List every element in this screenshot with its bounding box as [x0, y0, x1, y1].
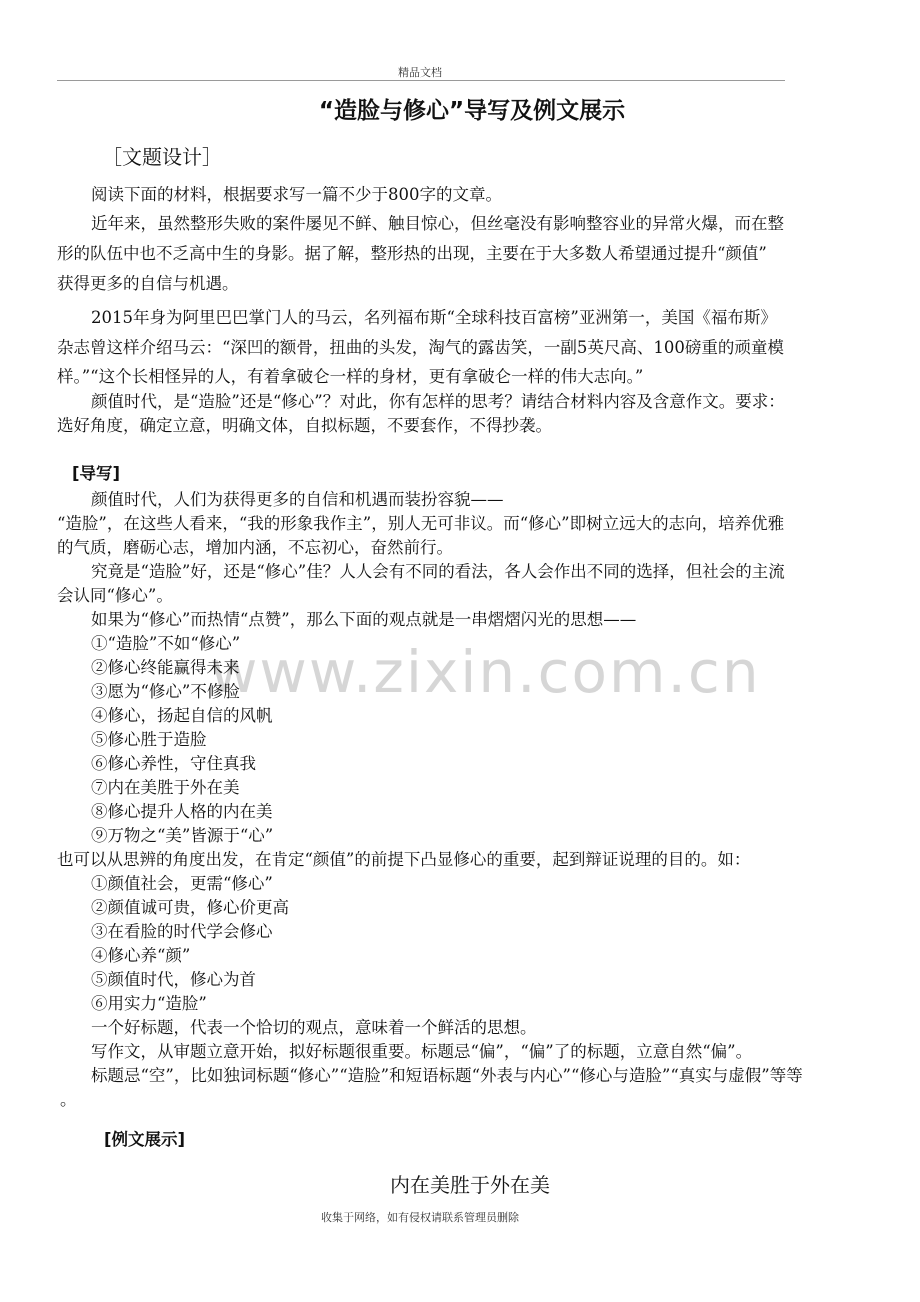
list-item: ⑧修心提升人格的内在美 — [91, 802, 273, 821]
paragraph-line: 2015年身为阿里巴巴掌门人的马云，名列福布斯“全球科技百富榜”亚洲第一，美国《福布斯》 — [91, 308, 777, 327]
paragraph-line: 杂志曾这样介绍马云：“深凹的额骨，扭曲的头发，淘气的露齿笑，一副5英尺高、100磅重的顽童模 — [57, 338, 784, 357]
paragraph-line: 写作文，从审题立意开始，拟好标题很重要。标题忌“偏”，“偏”了的标题，立意自然“偏”。 — [91, 1042, 753, 1061]
list-item: ⑤修心胜于造脸 — [91, 730, 207, 749]
list-item: ⑤颜值时代，修心为首 — [91, 970, 256, 989]
paragraph-line: 。 — [60, 1090, 77, 1109]
paragraph-line: 一个好标题，代表一个恰切的观点，意味着一个鲜活的思想。 — [91, 1018, 537, 1037]
section-heading-example: [例文展示] — [104, 1130, 186, 1149]
paragraph-line: 选好角度，确定立意，明确文体，自拟标题，不要套作，不得抄袭。 — [57, 416, 552, 435]
list-item: ②颜值诚可贵，修心价更高 — [91, 898, 289, 917]
paragraph-line: 阅读下面的材料，根据要求写一篇不少于800字的文章。 — [91, 185, 502, 204]
paragraph-line: 如果为“修心”而热情“点赞”，那么下面的观点就是一串熠熠闪光的思想—— — [91, 610, 637, 629]
list-item: ①“造脸”不如“修心” — [91, 634, 241, 653]
section-heading-guide: [导写] — [72, 464, 121, 483]
section-heading-design: ［文题设计］ — [102, 145, 222, 169]
paragraph-line: 形的队伍中也不乏高中生的身影。据了解，整形热的出现，主要在于大多数人希望通过提升“颜值” — [57, 244, 767, 263]
list-item: ①颜值社会，更需“修心” — [91, 874, 273, 893]
page-footer: 收集于网络，如有侵权请联系管理员删除 — [321, 1211, 519, 1224]
paragraph-line: 样。”“这个长相怪异的人，有着拿破仑一样的身材，更有拿破仑一样的伟大志向。” — [57, 367, 644, 386]
paragraph-line: 究竟是“造脸”好，还是“修心”佳？人人会有不同的看法，各人会作出不同的选择，但社会的主流 — [91, 562, 785, 581]
header-rule — [57, 80, 785, 81]
list-item: ⑦内在美胜于外在美 — [91, 778, 240, 797]
list-item: ③在看脸的时代学会修心 — [91, 922, 273, 941]
paragraph-line: 颜值时代，人们为获得更多的自信和机遇而装扮容貌—— — [91, 490, 504, 509]
list-item: ②修心终能赢得未来 — [91, 658, 240, 677]
paragraph-line: 也可以从思辨的角度出发，在肯定“颜值”的前提下凸显修心的重要，起到辩证说理的目的。如： — [57, 850, 751, 869]
paragraph-line: “造脸”，在这些人看来，“我的形象我作主”，别人无可非议。而“修心”即树立远大的志向，培养优雅 — [57, 514, 785, 533]
paragraph-line: 获得更多的自信与机遇。 — [57, 274, 239, 293]
page-title: “造脸与修心”导写及例文展示 — [318, 98, 626, 124]
list-item: ⑨万物之“美”皆源于“心” — [91, 826, 274, 845]
paragraph-line: 近年来，虽然整形失败的案件屡见不鲜、触目惊心，但丝毫没有影响整容业的异常火爆，而在整 — [91, 214, 784, 233]
page-header: 精品文档 — [398, 66, 442, 79]
essay-title: 内在美胜于外在美 — [390, 1173, 550, 1197]
paragraph-line: 的气质，磨砺心志，增加内涵，不忘初心，奋然前行。 — [57, 538, 453, 557]
paragraph-line: 标题忌“空”，比如独词标题“修心”“造脸”和短语标题“外表与内心”“修心与造脸”“真实与虚假”等等 — [91, 1066, 803, 1085]
list-item: ④修心，扬起自信的风帆 — [91, 706, 273, 725]
list-item: ④修心养“颜” — [91, 946, 191, 965]
list-item: ⑥用实力“造脸” — [91, 994, 207, 1013]
paragraph-line: 颜值时代，是“造脸”还是“修心”？对此，你有怎样的思考？请结合材料内容及含意作文。要求： — [91, 392, 785, 411]
paragraph-line: 会认同“修心”。 — [57, 586, 173, 605]
list-item: ③愿为“修心”不修脸 — [91, 682, 240, 701]
watermark: www.zixin.com.cn — [210, 638, 761, 706]
list-item: ⑥修心养性，守住真我 — [91, 754, 256, 773]
